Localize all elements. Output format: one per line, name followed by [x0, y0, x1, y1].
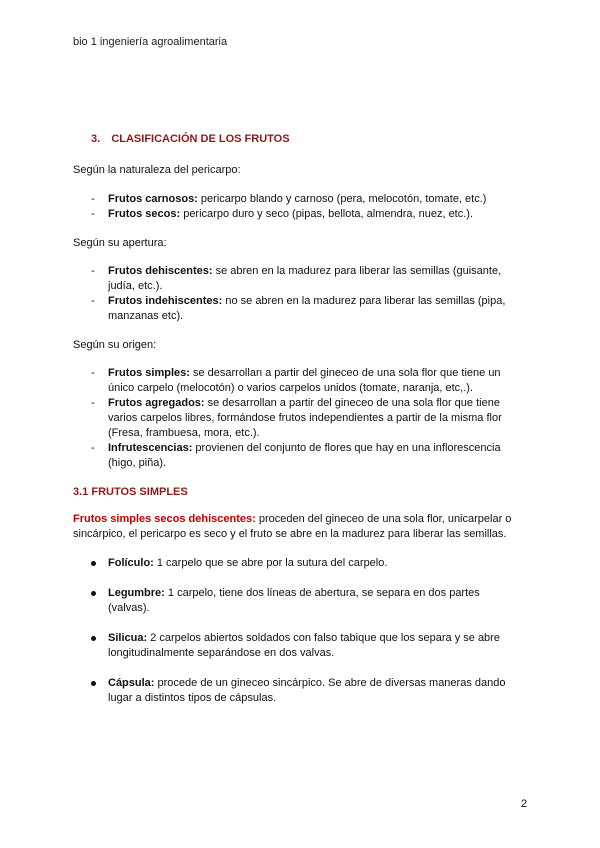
item-text: 1 carpelo que se abre por la sutura del carpelo. [153, 557, 388, 569]
list-item [91, 264, 521, 294]
section-3-1-heading: 3.1 FRUTOS SIMPLES [73, 486, 188, 498]
dash-marker: - [91, 442, 95, 454]
list-item [91, 192, 521, 207]
dehiscentes-term: Frutos simples secos dehiscentes: [73, 513, 256, 525]
item-text: provienen del conjunto de flores que hay en una inflorescencia (higo, piña). [108, 442, 501, 469]
page-header: bio 1 ingeniería agroalimentaria [73, 36, 228, 48]
list-item [91, 366, 511, 396]
item-text: pericarpo blando y carnoso (pera, melocotón, tomate, etc.) [197, 193, 487, 205]
dehiscentes-paragraph [73, 512, 528, 542]
item-term: Frutos dehiscentes: [108, 265, 213, 277]
dehiscentes-text: proceden del gineceo de una sola flor, unicarpelar o sincárpico, el pericarpo es seco y el fruto se abre en la madurez para liberar las semillas. [73, 513, 512, 540]
dash-marker: - [91, 193, 95, 205]
section-3-title: CLASIFICACIÓN DE LOS FRUTOS [111, 133, 290, 145]
item-text: 2 carpelos abiertos soldados con falso tabique que los separa y se abre longitudinalmente separándose en dos valvas. [108, 632, 500, 659]
dash-marker: - [91, 295, 95, 307]
item-term: Frutos carnosos: [108, 193, 198, 205]
item-term: Folículo: [108, 557, 154, 569]
apertura-list [91, 264, 521, 324]
list-item [91, 396, 511, 441]
item-term: Frutos secos: [108, 208, 181, 220]
dash-marker: - [91, 208, 95, 220]
dash-marker: - [91, 367, 95, 379]
list-item [91, 631, 511, 661]
section-3-number: 3. [91, 133, 101, 145]
item-text: no se abren en la madurez para liberar las semillas (pipa, manzanas etc). [108, 295, 506, 322]
item-text: se desarrollan a partir del gineceo de una sola flor que tiene un único carpelo (melocotón) o varios carpelos unidos (tomate, naranja, etc,.). [108, 367, 501, 394]
item-text: procede de un gineceo sincárpico. Se abre de diversas maneras dando lugar a distintos tipos de cápsulas. [108, 677, 506, 704]
origen-intro: Según su origen: [73, 339, 157, 351]
item-term: Cápsula: [108, 677, 155, 689]
item-term: Frutos agregados: [108, 397, 205, 409]
item-term: Frutos simples: [108, 367, 190, 379]
pericarpo-intro: Según la naturaleza del pericarpo: [73, 164, 241, 176]
list-item [91, 586, 511, 616]
bullet-icon [91, 636, 96, 641]
item-text: pericarpo duro y seco (pipas, bellota, almendra, nuez, etc.). [180, 208, 474, 220]
dash-marker: - [91, 265, 95, 277]
bullet-icon [91, 681, 96, 686]
item-text: se abren en la madurez para liberar las semillas (guisante, judía, etc.). [108, 265, 502, 292]
item-text: se desarrollan a partir del gineceo de una sola flor que tiene varios carpelos libres, formándose frutos independientes a partir de la misma flor (Fresa, frambuesa, mora, etc.). [108, 397, 502, 439]
fruit-types-list [91, 556, 511, 721]
pericarpo-list [91, 192, 521, 222]
list-item [91, 676, 511, 706]
list-item [91, 294, 521, 324]
item-term: Frutos indehiscentes: [108, 295, 223, 307]
page-number: 2 [521, 798, 528, 810]
item-term: Infrutescencias: [108, 442, 193, 454]
list-item [91, 556, 511, 571]
item-text: 1 carpelo, tiene dos líneas de abertura, se separa en dos partes (valvas). [108, 587, 480, 614]
bullet-icon [91, 561, 96, 566]
list-item [91, 441, 511, 471]
item-term: Silicua: [108, 632, 148, 644]
item-term: Legumbre: [108, 587, 165, 599]
origen-list [91, 366, 511, 471]
dash-marker: - [91, 397, 95, 409]
apertura-intro: Según su apertura: [73, 237, 167, 249]
list-item [91, 207, 521, 222]
bullet-icon [91, 591, 96, 596]
section-3-heading [91, 132, 290, 147]
